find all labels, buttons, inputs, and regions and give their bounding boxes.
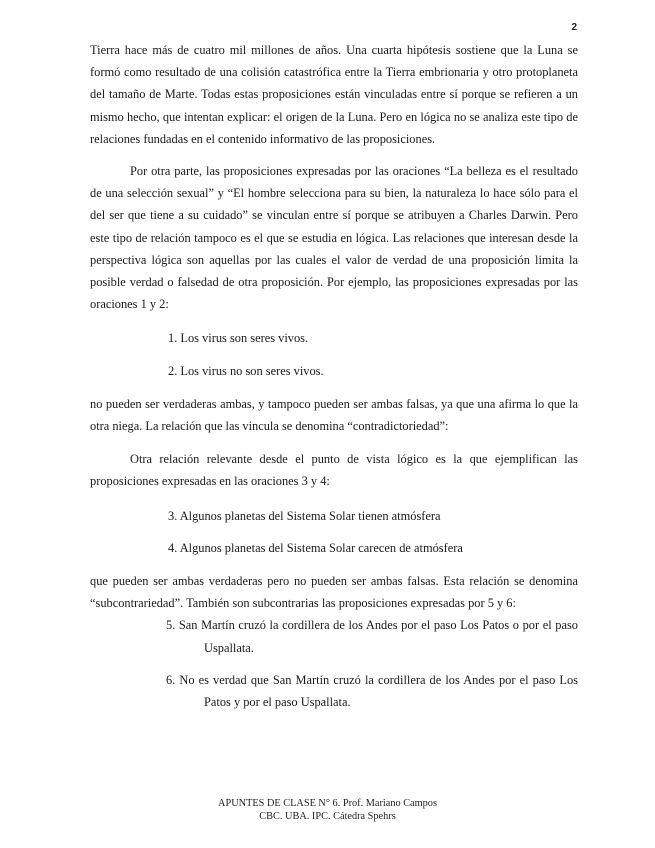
paragraph-other-relation: Otra relación relevante desde el punto de vista lógico es la que ejemplifican las proposiciones expresadas en las oraciones 3 y 4: xyxy=(90,452,578,489)
example-item-6: 6. No es verdad que San Martín cruzó la cordillera de los Andes por el paso Los Patos y por el paso Uspallata. xyxy=(166,672,578,710)
footer-line-institution: CBC. UBA. IPC. Cátedra Spehrs xyxy=(259,811,396,822)
body-text xyxy=(90,39,578,713)
page-number: 2 xyxy=(571,22,577,33)
example-item-1: 1. Los virus son seres vivos. xyxy=(168,331,309,346)
example-item-3: 3. Algunos planetas del Sistema Solar tienen atmósfera xyxy=(168,508,441,523)
paragraph-subcontrariedad: que pueden ser ambas verdaderas pero no pueden ser ambas falsas. Esta relación se denomina “subcontrariedad”. También son subcontrarias las proposiciones expresadas por 5 y 6: xyxy=(90,574,578,611)
example-item-2: 2. Los virus no son seres vivos. xyxy=(168,363,324,378)
footer-line-course: APUNTES DE CLASE N° 6. Prof. Mariano Campos xyxy=(218,798,437,809)
page-footer xyxy=(0,797,655,823)
example-item-5: 5. San Martín cruzó la cordillera de los Andes por el paso Los Patos o por el paso Uspallata. xyxy=(166,618,578,655)
example-item-4: 4. Algunos planetas del Sistema Solar carecen de atmósfera xyxy=(168,540,463,555)
paragraph-origin-of-moon: Tierra hace más de cuatro mil millones de años. Una cuarta hipótesis sostiene que la Luna se formó como resultado de una colisión catastrófica entre la Tierra embrionaria y otro protoplaneta del tamaño de Marte. Todas estas proposiciones están vinculadas entre sí porque se refieren a un mismo hecho, que intentan explicar: el origen de la Luna. Pero en lógica no se analiza este tipo de relaciones fundadas en el contenido informativo de las proposiciones. xyxy=(90,43,578,146)
paragraph-darwin: Por otra parte, las proposiciones expresadas por las oraciones “La belleza es el resultado de una selección sexual” y “El hombre selecciona para su bien, la naturaleza lo hace sólo para el del ser que tiene a su cuidado” se vinculan entre sí porque se atribuyen a Charles Darwin. Pero este tipo de relación tampoco es el que se estudia en lógica. Las relaciones que interesan desde la perspectiva lógica son aquellas por las cuales el valor de verdad de una proposición limita la posible verdad o falsedad de otra proposición. Por ejemplo, las proposiciones expresadas por las oraciones 1 y 2: xyxy=(90,164,578,312)
paragraph-contradictoriedad: no pueden ser verdaderas ambas, y tampoco pueden ser ambas falsas, ya que una afirma lo que la otra niega. La relación que las vincula se denomina “contradictoriedad”: xyxy=(90,396,578,434)
